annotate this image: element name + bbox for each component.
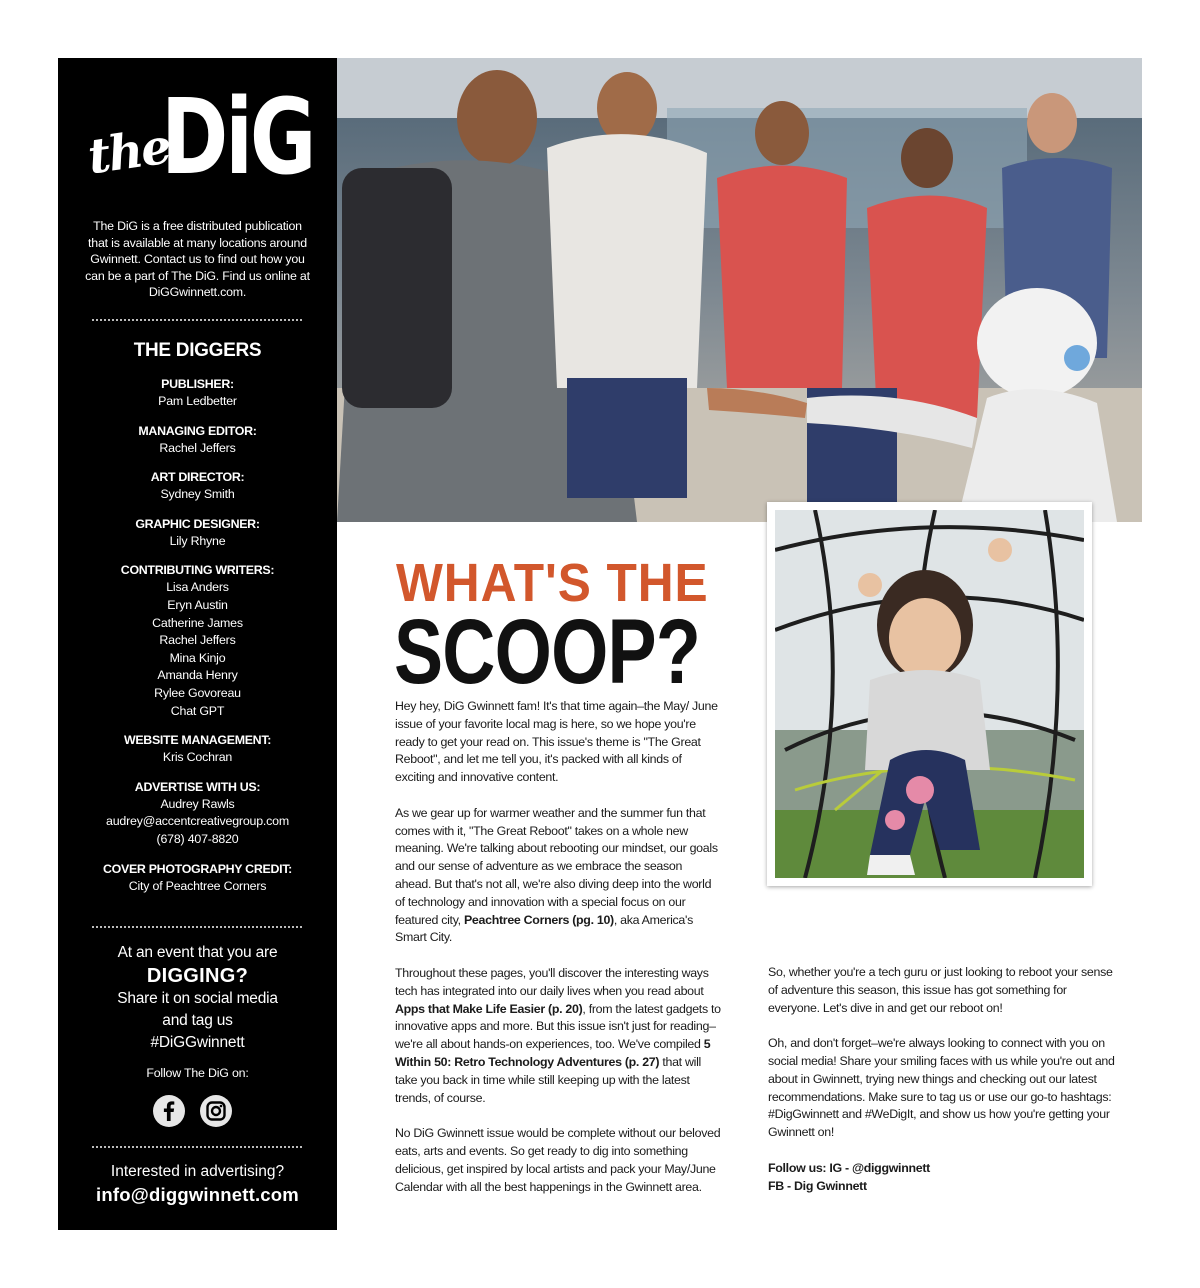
sidebar (58, 58, 337, 1230)
credit-role: WEBSITE MANAGEMENT: (123, 733, 272, 748)
inset-photo (767, 502, 1092, 886)
advertising-callout (58, 1161, 337, 1207)
divider (92, 926, 302, 928)
article-paragraph (395, 698, 721, 787)
follow-label: Follow The DiG on: (146, 1066, 249, 1080)
dig-logo (84, 76, 314, 198)
logo-the: the (84, 118, 174, 186)
body-text: So, whether you're a tech guru or just looking to reboot your sense of adventure this season, this issue has got something for everyone. Let's dive in and get our reboot on! (768, 965, 1113, 1015)
credit-role: ADVERTISE WITH US: (134, 779, 261, 794)
article-paragraph (395, 805, 721, 947)
credit-name: audrey@accentcreativegroup.com (106, 814, 289, 829)
credit-name: Pam Ledbetter (158, 394, 237, 408)
credit-block (58, 516, 337, 551)
credit-block (58, 376, 337, 411)
bold-text: Peachtree Corners (pg. 10) (463, 912, 614, 927)
credit-role: GRAPHIC DESIGNER: (135, 516, 260, 531)
bold-text: Follow us: IG - @diggwinnett (768, 1160, 930, 1175)
credit-role: MANAGING EDITOR: (138, 423, 257, 438)
credit-role: CONTRIBUTING WRITERS: (120, 563, 275, 578)
headline-what-s-the: WHAT'S THE (396, 553, 709, 613)
event-callout (58, 942, 337, 1054)
credit-name: City of Peachtree Corners (128, 878, 267, 893)
event-line: Share it on social media (117, 990, 278, 1007)
logo-dig: DiG (161, 76, 314, 198)
body-text: , from the latest gadgets to innovative apps and more. But this issue isn't just for reading–we're all about hands-on experiences, too. We've compiled (395, 1001, 721, 1052)
facebook-icon[interactable] (153, 1095, 185, 1127)
credit-role: COVER PHOTOGRAPHY CREDIT: (103, 861, 292, 876)
credit-role: PUBLISHER: (161, 377, 234, 391)
credit-name: Lily Rhyne (169, 533, 226, 548)
divider (92, 319, 302, 321)
article-paragraph (768, 964, 1118, 1017)
credit-name: Rylee Govoreau (154, 685, 241, 700)
credit-name: Rachel Jeffers (159, 440, 236, 455)
article-paragraph (395, 1125, 721, 1196)
credit-role: ART DIRECTOR: (150, 470, 245, 485)
article-column-2 (768, 964, 1118, 1213)
credits-list (58, 376, 337, 907)
credit-name: Catherine James (152, 615, 243, 630)
body-text: Throughout these pages, you'll discover the interesting ways tech has integrated into our daily lives when you read about (395, 965, 709, 998)
credit-block (58, 562, 337, 720)
credit-name: Lisa Anders (166, 580, 229, 595)
article-paragraph (395, 965, 721, 1107)
credit-block (58, 469, 337, 504)
intro-text: The DiG is a free distributed publication that is available at many locations around Gwinnett. Contact us to find out how you can be a part of The DiG. Find us online at DiGGwinnett.com. (85, 219, 310, 299)
credit-name: Amanda Henry (157, 668, 238, 683)
bold-text: FB - Dig Gwinnett (768, 1178, 867, 1193)
article-paragraph (768, 1160, 1118, 1196)
body-text: Oh, and don't forget–we're always looking to connect with you on social media! Share your smiling faces with us while you're out and about in Gwinnett, trying new things and checking out our latest recommendations. Make sure to tag us or use our go-to hashtags: #DigGwinnett and #WeDigIt, and show us how you're getting your Gwinnett on! (768, 1036, 1115, 1140)
diggers-title: THE DIGGERS (133, 340, 262, 361)
credit-block (58, 861, 337, 896)
event-hashtag: #DiGGwinnett (150, 1034, 245, 1051)
body-text: that will take you back in time while still keeping up with the latest trends, of course. (395, 1054, 701, 1105)
credit-name: Rachel Jeffers (159, 633, 236, 648)
credit-name: Eryn Austin (167, 597, 228, 612)
event-strong: DIGGING? (146, 965, 249, 987)
credit-block (58, 779, 337, 849)
credit-name: Sydney Smith (160, 487, 235, 502)
credit-block (58, 423, 337, 458)
body-text: , aka America's Smart City. (395, 912, 693, 945)
body-text: Hey hey, DiG Gwinnett fam! It's that time again–the May/ June issue of your favorite local mag is here, so we hope you're ready to get your read on. This issue's theme is "The Great Reboot", and let me tell you, it's packed with all kinds of exciting and innovative content. (395, 699, 718, 785)
ad-email[interactable]: info@diggwinnett.com (96, 1184, 299, 1205)
credit-name: (678) 407-8820 (156, 831, 239, 846)
credit-name: Chat GPT (170, 703, 225, 718)
credit-name: Kris Cochran (162, 750, 233, 765)
bold-text: 5 Within 50: Retro Technology Adventures (p. 27) (395, 1037, 711, 1069)
hero-photo (337, 58, 1142, 522)
article-column-1 (395, 698, 721, 1214)
ad-line: Interested in advertising? (110, 1163, 285, 1180)
event-line: and tag us (162, 1012, 233, 1029)
bold-text: Apps that Make Life Easier (p. 20) (395, 1001, 583, 1016)
body-text: No DiG Gwinnett issue would be complete without our beloved eats, arts and events. So get ready to dig into something delicious, get inspired by local artists and pack your May/June Calendar with all the best happenings in the Gwinnett area. (395, 1126, 721, 1194)
event-line: At an event that you are (117, 944, 278, 961)
credit-name: Audrey Rawls (160, 796, 235, 811)
credit-block (58, 732, 337, 767)
body-text: As we gear up for warmer weather and the summer fun that comes with it, "The Great Reboot" takes on a whole new meaning. We're talking about rebooting our mindset, our goals and our sense of adventure as we embrace the season ahead. But that's not all, we're also diving deep into the world of technology and innovation with a special focus on our featured city, (395, 805, 718, 927)
article-paragraph (768, 1035, 1118, 1142)
divider (92, 1146, 302, 1148)
credit-name: Mina Kinjo (169, 650, 226, 665)
headline-scoop: SCOOP? (394, 601, 700, 703)
instagram-icon[interactable] (200, 1095, 232, 1127)
